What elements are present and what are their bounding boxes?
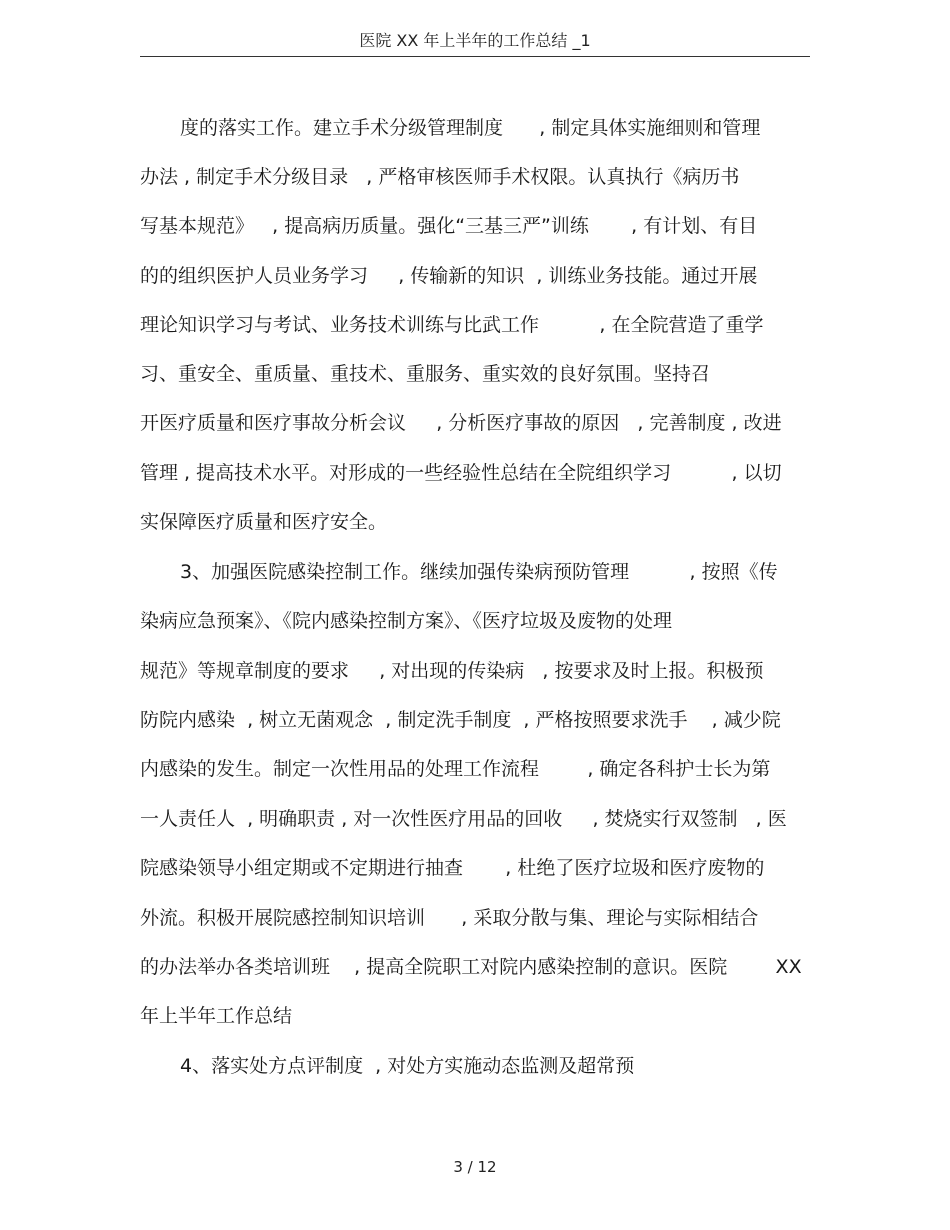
body-line: 防院内感染 , 树立无菌观念 , 制定洗手制度 , 严格按照要求洗手 , 减少院 [140,709,781,731]
body-line: 办法 , 制定手术分级目录 , 严格审核医师手术权限。认真执行《病历书 [140,166,740,188]
body-line: 内感染的发生。制定一次性用品的处理工作流程 , 确定各科护士长为第 [140,758,771,780]
body-line: 院感染领导小组定期或不定期进行抽查 , 杜绝了医疗垃圾和医疗废物的 [140,857,765,879]
body-line: 度的落实工作。建立手术分级管理制度 , 制定具体实施细则和管理 [180,117,761,139]
body-line: 4、落实处方点评制度 , 对处方实施动态监测及超常预 [180,1055,635,1077]
body-line: 管理 , 提高技术水平。对形成的一些经验性总结在全院组织学习 , 以切 [140,462,782,484]
body-line: 开医疗质量和医疗事故分析会议 , 分析医疗事故的原因 , 完善制度 , 改进 [140,412,782,434]
body-line: 规范》等规章制度的要求 , 对出现的传染病 , 按要求及时上报。积极预 [140,660,764,682]
body-line: 的办法举办各类培训班 , 提高全院职工对院内感染控制的意识。医院 XX [140,956,802,978]
body-line: 的的组织医护人员业务学习 , 传输新的知识 , 训练业务技能。通过开展 [140,265,758,287]
body-line: 实保障医疗质量和医疗安全。 [140,511,388,533]
body-line: 理论知识学习与考试、业务技术训练与比武工作 , 在全院营造了重学 [140,314,764,336]
body-line: 一人责任人 , 明确职责 , 对一次性医疗用品的回收 , 焚烧实行双签制 , 医 [140,808,787,830]
header-divider [140,56,810,57]
page-number: 3 / 12 [453,1158,497,1176]
body-line: 3、加强医院感染控制工作。继续加强传染病预防管理 , 按照《传 [180,561,778,583]
body-line: 染病应急预案》、《院内感染控制方案》、《医疗垃圾及废物的处理 [140,610,673,632]
body-line: 写基本规范》 , 提高病历质量。强化“三基三严”训练 , 有计划、有目 [140,215,758,237]
body-line: 习、重安全、重质量、重技术、重服务、重实效的良好氛围。坚持召 [140,363,711,385]
page-header-title: 医院 XX 年上半年的工作总结 _1 [359,31,591,50]
body-line: 年上半年工作总结 [140,1005,293,1027]
body-line: 外流。积极开展院感控制知识培训 , 采取分散与集、理论与实际相结合 [140,907,759,929]
